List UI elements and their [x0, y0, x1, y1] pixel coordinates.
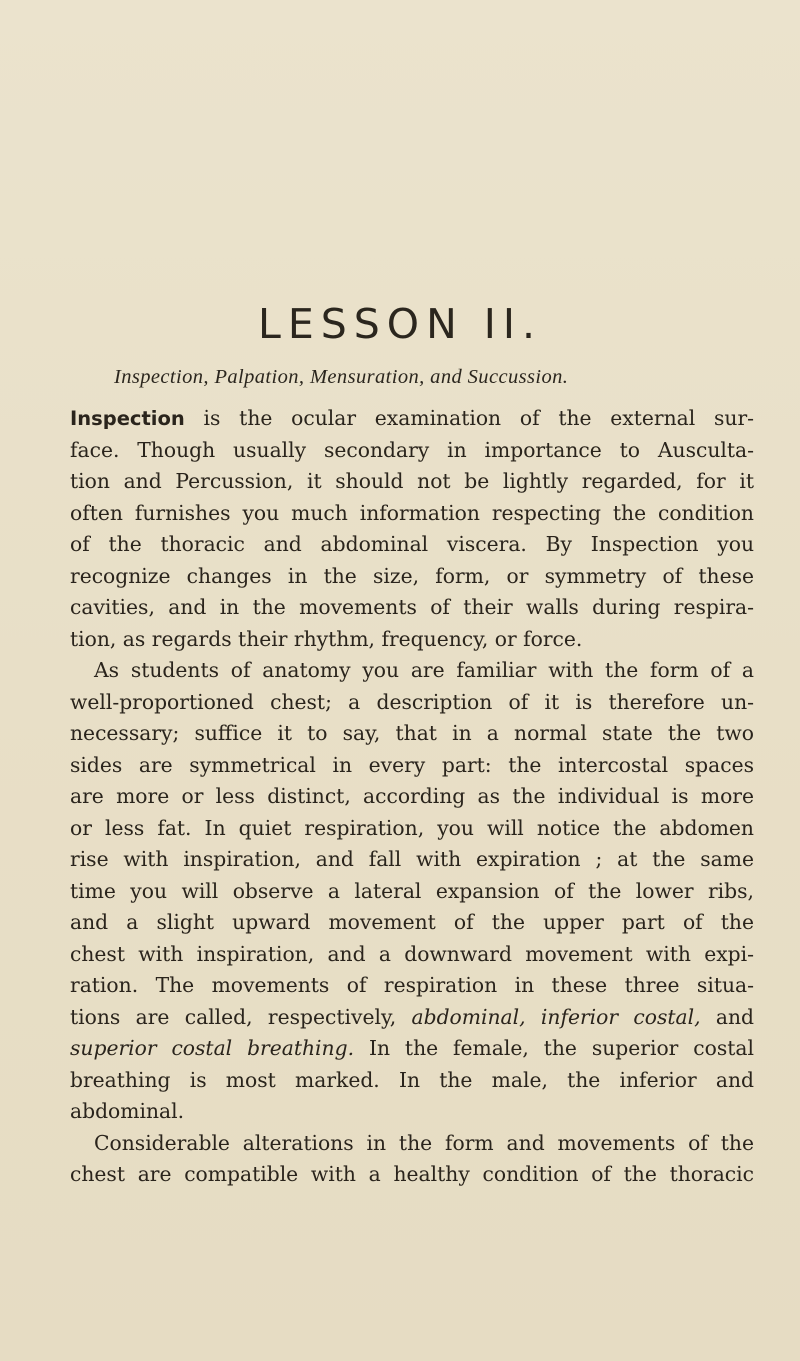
paragraph-1-line: tion, as regards their rhythm, frequency, or force. [70, 626, 583, 651]
paragraph-3-line: chest are compatible with a healthy condition of the thoracic [70, 1162, 754, 1186]
paragraph-3-line: Considerable alterations in the form and movements of the [94, 1130, 754, 1155]
paragraph-2-line-mixed: tions are called, respectively, abdominal, inferior costal, and [70, 1004, 754, 1029]
paragraph-1-line: recognize changes in the size, form, or symmetry of these [70, 563, 754, 588]
paragraph-2-line: sides are symmetrical in every part: the intercostal spaces [70, 752, 754, 777]
paragraph-1-line: often furnishes you much information respecting the condition [70, 500, 754, 525]
paragraph-2-line: time you will observe a lateral expansion of the lower ribs, [70, 878, 754, 903]
paragraph-2-line: As students of anatomy you are familiar with the form of a [94, 658, 754, 682]
paragraph-2-line: well-proportioned chest; a description of it is therefore un- [70, 689, 754, 714]
paragraph-2-line: necessary; suffice it to say, that in a normal state the two [70, 721, 754, 745]
paragraph-1-line: of the thoracic and abdominal viscera. By Inspection you [70, 532, 754, 556]
paragraph-2-line: are more or less distinct, according as the individual is more [70, 784, 754, 808]
paragraph-1-line: cavities, and in the movements of their walls during respira- [70, 595, 754, 619]
inferior-costal-term: inferior costal, [540, 1004, 701, 1029]
lesson-subheading: Inspection, Palpation, Mensuration, and Succussion. [114, 366, 569, 388]
paragraph-2-line: and a slight upward movement of the upper part of the [70, 910, 754, 934]
paragraph-1-line: face. Though usually secondary in importance to Ausculta- [70, 437, 754, 462]
paragraph-2-line: chest with inspiration, and a downward movement with expi- [70, 941, 754, 966]
paragraph-2-line: abdominal. [70, 1099, 185, 1123]
superior-costal-term: superior costal breathing. [70, 1036, 355, 1060]
abdominal-term: abdominal, [411, 1004, 526, 1029]
paragraph-1-line: tion and Percussion, it should not be lightly regarded, for it [70, 469, 754, 493]
paragraph-2-line: breathing is most marked. In the male, the inferior and [70, 1067, 754, 1092]
paragraph-2-line: ration. The movements of respiration in these three situa- [70, 973, 754, 997]
body-text [70, 403, 754, 1191]
lesson-heading: LESSON II. [258, 300, 542, 348]
paragraph-2-line: or less fat. In quiet respiration, you will notice the abdomen [70, 815, 754, 840]
paragraph-1-line-1: Inspection is the ocular examination of the external sur- [70, 406, 754, 430]
inspection-lead-term: Inspection [70, 407, 185, 430]
paragraph-2-line-mixed: superior costal breathing. In the female, the superior costal [70, 1036, 754, 1060]
paragraph-2-line: rise with inspiration, and fall with expiration ; at the same [70, 847, 754, 871]
